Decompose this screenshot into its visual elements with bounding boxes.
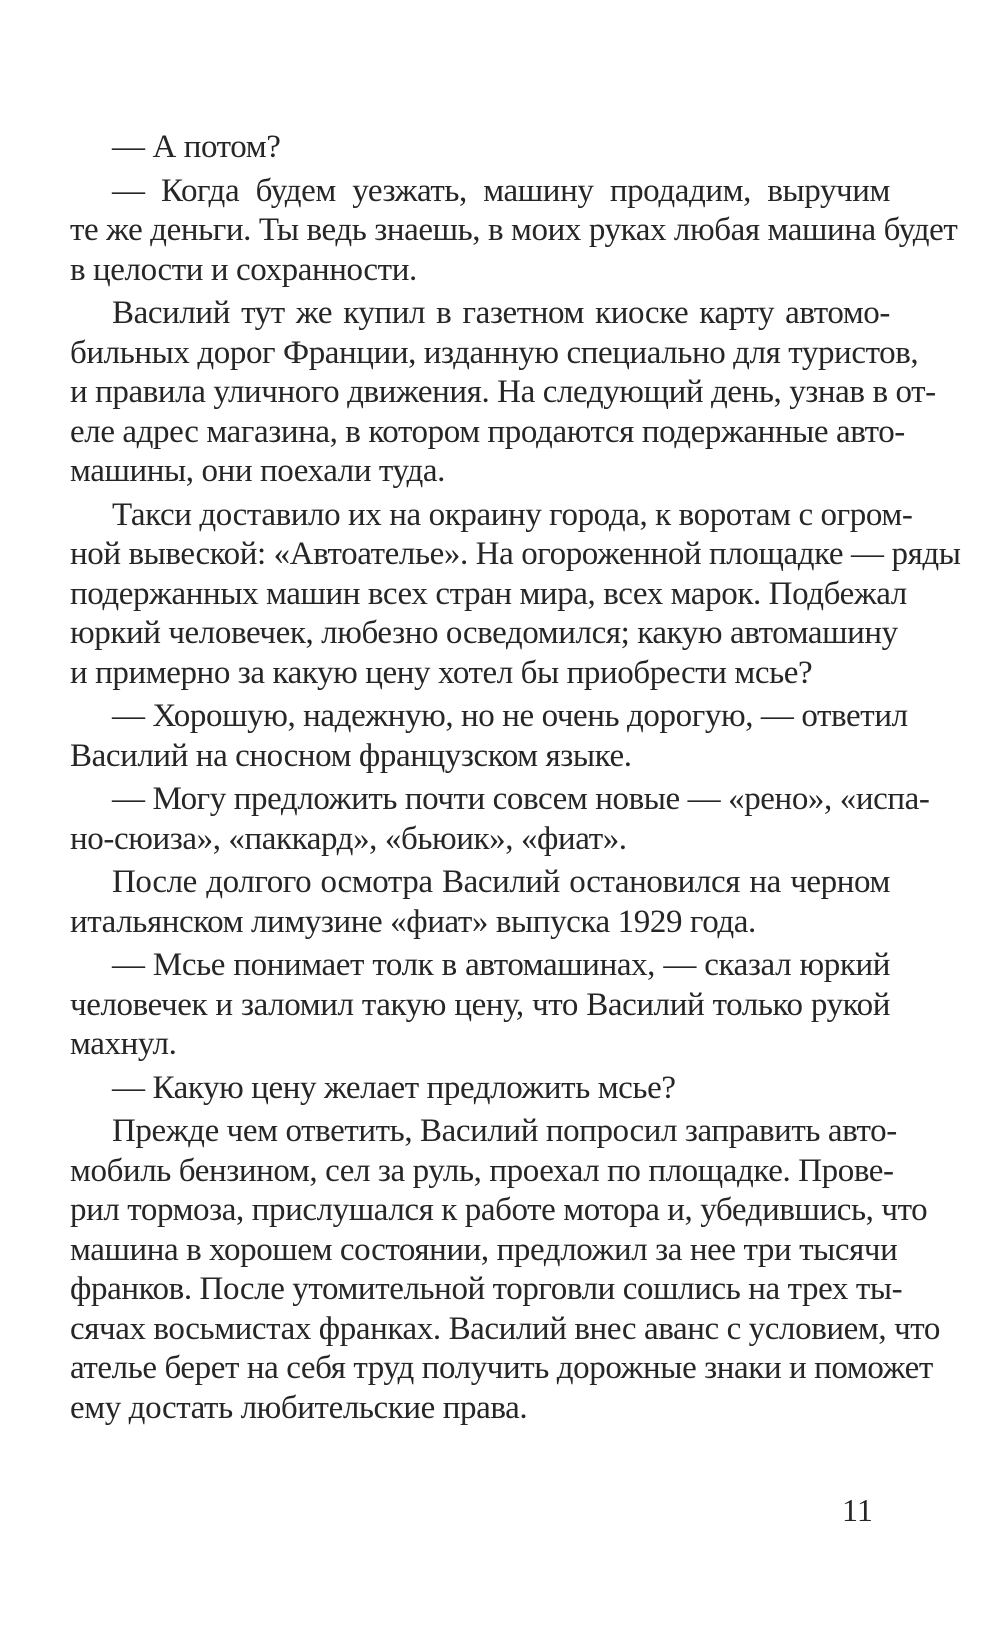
text-line: еле адрес магазина, в котором продаются подержанные авто- — [70, 413, 905, 450]
text-line: — Мсье понимает толк в автомашинах, — сказал юркий — [112, 947, 890, 983]
text-line: ему достать любительские права. — [70, 1389, 528, 1426]
paragraph — [70, 496, 961, 694]
paragraph — [70, 946, 890, 1065]
paragraph — [70, 1112, 940, 1428]
text-line: итальянском лимузине «фиат» выпуска 1929 года. — [70, 903, 756, 940]
text-line: — А потом? — [112, 129, 281, 165]
text-line: махнул. — [70, 1026, 177, 1062]
text-line: подержанных машин всех стран мира, всех марок. Подбежал — [70, 575, 907, 612]
paragraph — [70, 128, 890, 168]
paragraph — [70, 1069, 890, 1109]
text-line: в целости и сохранности. — [70, 251, 417, 288]
text-line: те же деньги. Ты ведь знаешь, в моих руках любая машина будет — [70, 212, 958, 248]
text-line: бильных дорог Франции, изданную специально для туристов, — [70, 334, 919, 371]
text-line: и правила уличного движения. На следующий день, узнав в от- — [70, 374, 936, 410]
text-line: — Какую цену желает предложить мсье? — [112, 1069, 676, 1106]
text-line: и примерно за какую цену хотел бы приобрести мсье? — [70, 654, 813, 691]
text-line: рил тормоза, прислушался к работе мотора и, убедившись, что — [70, 1192, 928, 1228]
text-line: ателье берет на себя труд получить дорожные знаки и поможет — [70, 1350, 933, 1386]
text-line: человечек и заломил такую цену, что Василий только рукой — [70, 986, 890, 1023]
paragraph — [70, 780, 930, 859]
text-line: Василий на сносном французском языке. — [70, 737, 632, 774]
text-line: Такси доставило их на окраину города, к воротам с огром- — [112, 496, 913, 533]
paragraph — [70, 294, 936, 492]
text-line: машина в хорошем состоянии, предложил за нее три тысячи — [70, 1231, 898, 1268]
text-line: Прежде чем ответить, Василий попросил заправить авто- — [112, 1113, 897, 1149]
text-line: — Хорошую, надежную, но не очень дорогую, — ответил — [112, 698, 908, 734]
text-line: франков. После утомительной торговли сошлись на трех ты- — [70, 1271, 903, 1307]
text-line: но-сюиза», «паккард», «бьюик», «фиат». — [70, 820, 627, 857]
text-line: После долгого осмотра Василий остановился на черном — [112, 864, 890, 900]
text-line: Василий тут же купил в газетном киоске карту автомо- — [112, 295, 890, 331]
paragraph — [70, 697, 908, 776]
paragraph — [70, 172, 958, 291]
page-body — [70, 128, 961, 1428]
text-line: сячах восьмистах франках. Василий внес аванс с условием, что — [70, 1310, 940, 1347]
text-line: — Когда будем уезжать, машину продадим, выручим — [112, 172, 890, 209]
text-line: машины, они поехали туда. — [70, 453, 446, 489]
paragraph — [70, 863, 890, 942]
text-line: — Могу предложить почти совсем новые — «рено», «испа- — [112, 781, 930, 817]
text-line: мобиль бензином, сел за руль, проехал по площадке. Прове- — [70, 1152, 894, 1189]
text-line: ной вывеской: «Автоателье». На огороженной площадке — ряды — [70, 536, 961, 572]
text-line: юркий человечек, любезно осведомился; какую автомашину — [70, 615, 898, 651]
page-number: 11 — [842, 1492, 873, 1528]
